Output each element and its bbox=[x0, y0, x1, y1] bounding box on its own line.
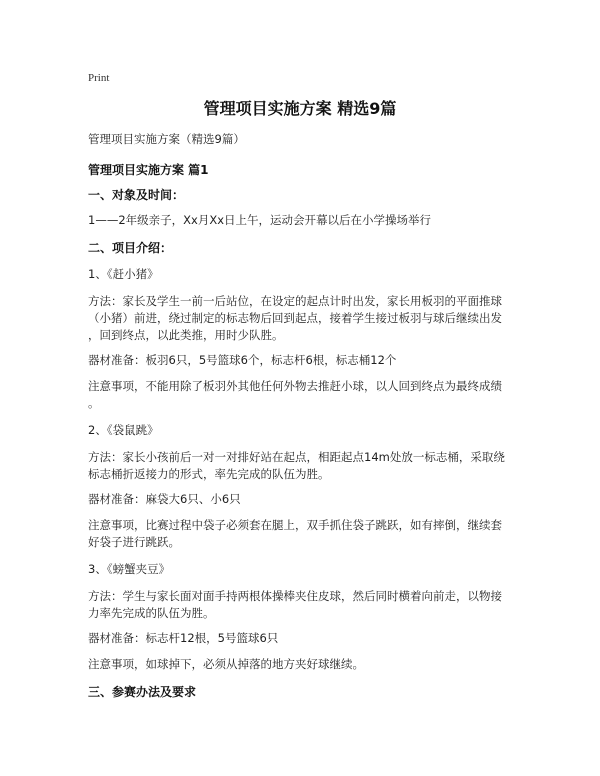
item1-name: 1、《赶小猪》 bbox=[88, 267, 159, 281]
item1-notes-line2: 。 bbox=[88, 396, 100, 410]
item3-equipment: 器材准备：标志杆12根，5号篮球6只 bbox=[88, 631, 279, 645]
item3-name: 3、《螃蟹夹豆》 bbox=[88, 562, 171, 576]
item3-method-line1: 方法：学生与家长面对面手持两根体操棒夹住皮球，然后同时横着向前走，以物接 bbox=[88, 589, 502, 603]
section3-heading: 三、参赛办法及要求 bbox=[88, 685, 197, 699]
item1-method-line2: （小猪）前进，绕过制定的标志物后回到起点，接着学生接过板羽与球后继续出发 bbox=[88, 311, 502, 325]
item1-equipment: 器材准备：板羽6只，5号篮球6个，标志杆6根，标志桶12个 bbox=[88, 353, 397, 367]
item1-method-line1: 方法：家长及学生一前一后站位，在设定的起点计时出发，家长用板羽的平面推球 bbox=[88, 294, 502, 308]
item2-method-line2: 标志桶折返接力的形式，率先完成的队伍为胜。 bbox=[88, 467, 330, 481]
page-title: 管理项目实施方案 精选9篇 bbox=[203, 99, 397, 118]
item2-notes-line1: 注意事项，比赛过程中袋子必须套在腿上，双手抓住袋子跳跃，如有摔倒，继续套 bbox=[88, 518, 502, 532]
item1-notes-line1: 注意事项，不能用除了板羽外其他任何外物去推赶小球，以人回到终点为最终成绩 bbox=[88, 379, 502, 393]
article-heading: 管理项目实施方案 篇1 bbox=[88, 163, 209, 177]
item2-notes-line2: 好袋子进行跳跃。 bbox=[88, 535, 180, 549]
item3-notes-line1: 注意事项，如球掉下，必须从掉落的地方夹好球继续。 bbox=[88, 657, 364, 671]
section1-heading: 一、对象及时间： bbox=[88, 188, 185, 202]
item2-method-line1: 方法：家长小孩前后一对一对排好站在起点，相距起点14m处放一标志桶，采取绕 bbox=[88, 450, 505, 464]
item1-method-line3: ，回到终点，以此类推，用时少队胜。 bbox=[88, 328, 284, 342]
item3-method-line2: 力率先完成的队伍为胜。 bbox=[88, 606, 215, 620]
section2-heading: 二、项目介绍： bbox=[88, 241, 173, 255]
subtitle: 管理项目实施方案（精选9篇） bbox=[88, 132, 245, 146]
item2-name: 2、《袋鼠跳》 bbox=[88, 423, 159, 437]
print-label[interactable]: Print bbox=[88, 72, 110, 84]
section1-text: 1——2年级亲子，Xx月Xx日上午，运动会开幕以后在小学操场举行 bbox=[88, 213, 431, 227]
item2-equipment: 器材准备：麻袋大6只、小6只 bbox=[88, 492, 241, 506]
